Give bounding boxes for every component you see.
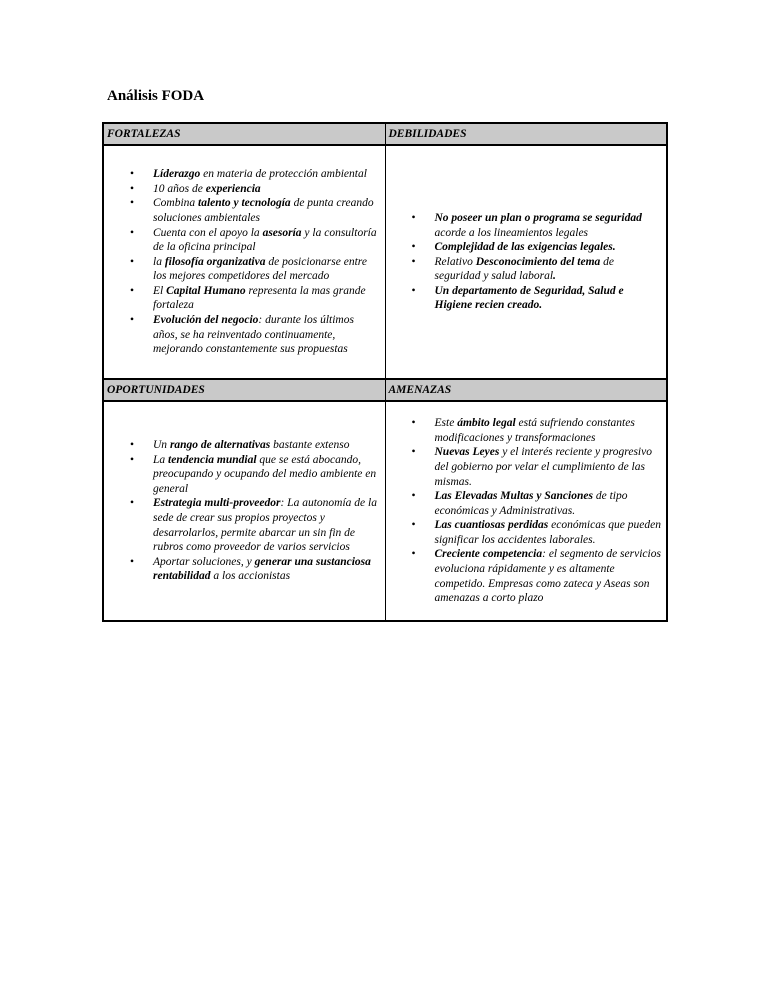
list-item xyxy=(104,438,385,453)
bullet-icon: • xyxy=(411,446,416,459)
text: Combina xyxy=(153,197,199,210)
bullet-icon: • xyxy=(411,417,416,430)
text: la xyxy=(153,255,165,268)
bullet-icon: • xyxy=(130,226,135,239)
bold-text: Desconocimiento del tema xyxy=(475,255,601,268)
bold-text: filosofía organizativa xyxy=(164,255,266,268)
bullet-icon: • xyxy=(130,555,135,568)
list-item xyxy=(104,255,385,284)
bold-text: Complejidad de las exigencias legales. xyxy=(434,241,616,254)
list-item xyxy=(104,226,385,255)
text: La xyxy=(153,453,169,466)
list-item xyxy=(104,167,385,182)
bullet-icon: • xyxy=(130,314,135,327)
text: Cuenta con el apoyo la xyxy=(153,226,263,239)
list-item xyxy=(386,284,667,313)
text: representa la mas grande fortaleza xyxy=(153,284,366,312)
text: económicas que pueden significar los accidentes laborales. xyxy=(434,519,661,546)
debilidades-cell xyxy=(385,145,667,379)
bold-text: talento y tecnología xyxy=(198,197,291,210)
bullet-icon: • xyxy=(411,211,416,224)
list-item xyxy=(386,547,667,605)
text: : La autonomía de la sede de crear sus propios proyectos y desarrolarlos, permite abarcar un sin fin de rubros como proveedor de varios servicios xyxy=(153,497,377,554)
bullet-icon: • xyxy=(130,453,135,466)
text: bastante extenso xyxy=(270,439,350,452)
list-item xyxy=(104,284,385,313)
document-title: Análisis FODA xyxy=(107,88,205,104)
bullet-icon: • xyxy=(130,439,135,452)
list-item xyxy=(104,196,385,225)
text: : el segmento de servicios evoluciona rápidamente y es altamente competido. Empresas como zateca y Aseas son amenazas a corto plazo xyxy=(434,548,661,605)
oportunidades-list xyxy=(104,438,385,584)
text: Este xyxy=(434,417,458,430)
list-item xyxy=(386,211,667,240)
list-item xyxy=(386,416,667,445)
text: y la consultoría de la oficina principal xyxy=(153,226,377,254)
list-item xyxy=(104,313,385,357)
bold-text: tendencia mundial xyxy=(168,453,257,466)
text: en materia de protección ambiental xyxy=(200,168,367,181)
bullet-icon: • xyxy=(130,182,135,195)
text: El xyxy=(153,284,167,297)
bold-text: Un departamento de Seguridad, Salud e Higiene recien creado. xyxy=(434,284,624,312)
bullet-icon: • xyxy=(411,548,416,561)
bold-text: No poseer un plan o programa se seguridad xyxy=(434,211,642,224)
bullet-icon: • xyxy=(130,497,135,510)
list-item xyxy=(386,240,667,255)
oportunidades-header: OPORTUNIDADES xyxy=(103,379,385,401)
list-item xyxy=(386,489,667,518)
text: 10 años de xyxy=(153,182,206,195)
text: : durante los últimos años, se ha reinventado continuamente, mejorando constantemente sus propuestas xyxy=(153,314,354,356)
bullet-icon: • xyxy=(411,255,416,268)
fortalezas-list xyxy=(104,167,385,357)
debilidades-list xyxy=(386,211,667,313)
amenazas-list xyxy=(386,416,667,606)
bullet-icon: • xyxy=(411,519,416,532)
list-item xyxy=(104,453,385,497)
bold-text: Estrategia multi-proveedor xyxy=(153,497,281,510)
list-item xyxy=(104,555,385,584)
bullet-icon: • xyxy=(130,168,135,181)
fortalezas-header: FORTALEZAS xyxy=(103,123,385,145)
bullet-icon: • xyxy=(130,284,135,297)
text: de seguridad y salud laboral xyxy=(434,255,615,283)
list-item xyxy=(386,445,667,489)
amenazas-cell xyxy=(385,401,667,621)
foda-table xyxy=(102,122,668,622)
text: Aportar soluciones, y xyxy=(153,555,255,568)
fortalezas-cell xyxy=(103,145,385,379)
bold-text: ámbito legal xyxy=(457,417,516,430)
bullet-icon: • xyxy=(411,241,416,254)
bold-text: Las Elevadas Multas y Sanciones xyxy=(434,490,593,503)
debilidades-header: DEBILIDADES xyxy=(385,123,667,145)
text: de punta creando soluciones ambientales xyxy=(153,197,374,224)
bold-text: Capital Humano xyxy=(166,284,246,297)
text: y el interés reciente y progresivo del gobierno por velar el cumplimiento de las mismas. xyxy=(434,446,652,488)
text: a los accionistas xyxy=(210,570,291,583)
bold-text: rango de alternativas xyxy=(169,439,271,452)
bold-text: Creciente competencia xyxy=(434,548,543,561)
bold-text: Evolución del negocio xyxy=(153,314,259,327)
bullet-icon: • xyxy=(411,490,416,503)
amenazas-header: AMENAZAS xyxy=(385,379,667,401)
text: que se está abocando, preocupando y ocupando del medio ambiente en general xyxy=(153,453,377,495)
bold-text: Nuevas Leyes xyxy=(434,446,500,459)
list-item xyxy=(104,496,385,554)
bullet-icon: • xyxy=(411,284,416,297)
bold-text: . xyxy=(553,270,556,283)
text: Un xyxy=(153,439,170,452)
bullet-icon: • xyxy=(130,255,135,268)
text: Relativo xyxy=(434,255,476,268)
oportunidades-cell xyxy=(103,401,385,621)
text: acorde a los lineamientos legales xyxy=(434,226,589,239)
list-item xyxy=(386,518,667,547)
text: de tipo económicas y Administrativas. xyxy=(434,490,628,517)
list-item xyxy=(386,255,667,284)
bold-text: Líderazgo xyxy=(153,168,201,181)
list-item xyxy=(104,182,385,197)
bullet-icon: • xyxy=(130,197,135,210)
bold-text: asesoría xyxy=(262,226,302,239)
bold-text: generar una sustanciosa rentabilidad xyxy=(153,555,371,583)
text: está sufriendo constantes modificaciones y transformaciones xyxy=(434,417,635,444)
bold-text: experiencia xyxy=(205,182,261,195)
text: de posicionarse entre los mejores competidores del mercado xyxy=(153,255,367,283)
bold-text: Las cuantiosas perdidas xyxy=(434,519,549,532)
